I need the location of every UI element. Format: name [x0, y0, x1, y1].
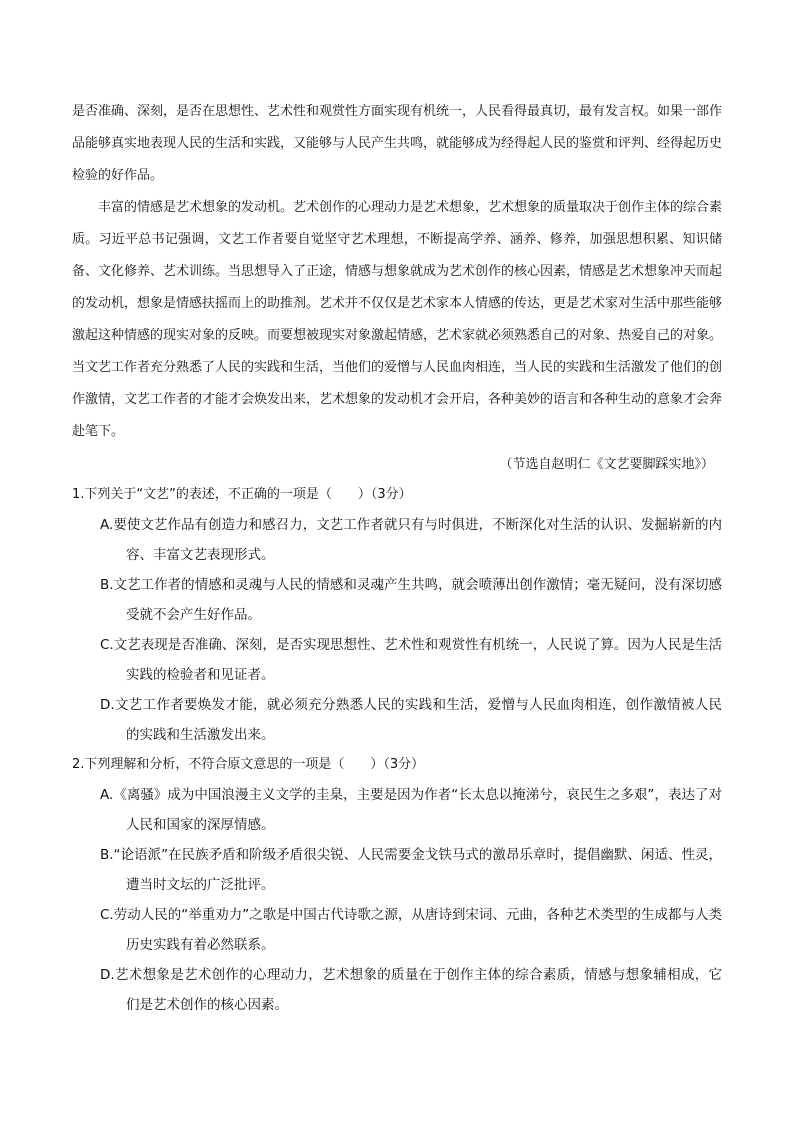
passage-source: （节选自赵明仁《文艺要脚踩实地》）: [499, 457, 714, 472]
option-c[interactable]: C.劳动人民的“举重劝力”之歌是中国古代诗歌之源，从唐诗到宋词、元曲，各种艺术类型的生成都与人类历史实践有着必然联系。: [100, 907, 722, 953]
option-a[interactable]: A.要使文艺作品有创造力和感召力，文艺工作者就只有与时俱进，不断深化对生活的认识、发掘崭新的内容、丰富文艺表现形式。: [100, 517, 722, 563]
question-stem: 2.下列理解和分析，不符合原文意思的一项是（ ）（3分）: [72, 757, 425, 772]
option-b[interactable]: B.文艺工作者的情感和灵魂与人民的情感和灵魂产生共鸣，就会喷薄出创作激情；毫无疑问，没有深切感受就不会产生好作品。: [100, 577, 722, 623]
question-1: [72, 480, 722, 750]
passage-paragraph: 是否准确、深刻，是否在思想性、艺术性和观赏性方面实现有机统一，人民看得最真切，最有发言权。如果一部作品能够真实地表现人民的生活和实践，又能够与人民产生共鸣，就能够成为经得起人民的鉴赏和评判、经得起历史检验的好作品。: [72, 104, 723, 183]
option-b[interactable]: B.“论语派”在民族矛盾和阶级矛盾很尖锐、人民需要金戈铁马式的激昂乐章时，提倡幽默、闲适、性灵，遭当时文坛的广泛批评。: [100, 847, 722, 893]
option-d[interactable]: D.艺术想象是艺术创作的心理动力，艺术想象的质量在于创作主体的综合素质，情感与想象辅相成，它们是艺术创作的核心因素。: [100, 967, 722, 1013]
option-d[interactable]: D.文艺工作者要焕发才能，就必须充分熟悉人民的实践和生活，爱憎与人民血肉相连，创作激情被人民的实践和生活激发出来。: [100, 697, 722, 743]
option-a[interactable]: A.《离骚》成为中国浪漫主义文学的圭臬，主要是因为作者“长太息以掩涕兮，哀民生之多艰”，表达了对人民和国家的深厚情感。: [100, 787, 722, 833]
passage-paragraph: 丰富的情感是艺术想象的发动机。艺术创作的心理动力是艺术想象，艺术想象的质量取决于创作主体的综合素质。习近平总书记强调，文艺工作者要自觉坚守艺术理想，不断提高学养、涵养、修养，加强思想积累、知识储备、文化修养、艺术训练。当思想导入了正途，情感与想象就成为艺术创作的核心因素，情感是艺术想象冲天而起的发动机，想象是情感扶摇而上的助推剂。艺术并不仅仅是艺术家本人情感的传达，更是艺术家对生活中那些能够激起这种情感的现实对象的反映。而要想被现实对象激起情感，艺术家就必须熟悉自己的对象、热爱自己的对象。当文艺工作者充分熟悉了人民的实践和生活，当他们的爱憎与人民血肉相连，当人民的实践和生活激发了他们的创作激情，文艺工作者的才能才会焕发出来，艺术想象的发动机才会开启，各种美妙的语言和各种生动的意象才会奔赴笔下。: [72, 200, 723, 439]
question-2: [72, 750, 722, 1020]
question-stem: 1.下列关于“文艺”的表述，不正确的一项是（ ）（3分）: [72, 487, 412, 502]
option-c[interactable]: C.文艺表现是否准确、深刻，是否实现思想性、艺术性和观赏性有机统一，人民说了算。因为人民是生活实践的检验者和见证者。: [100, 637, 722, 683]
document-page: [72, 96, 722, 1020]
